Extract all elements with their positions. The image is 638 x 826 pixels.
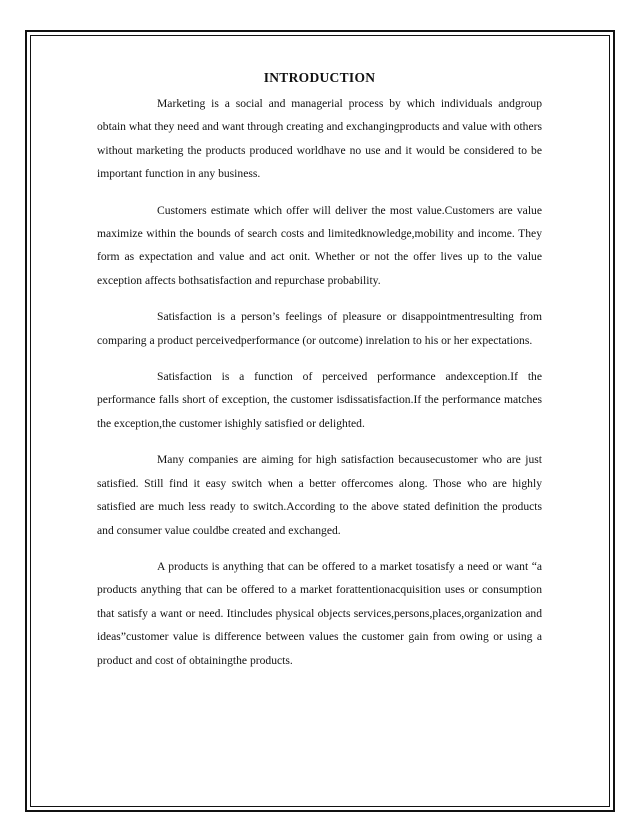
page-title: INTRODUCTION <box>263 70 376 85</box>
paragraph-satisfaction-function: Satisfaction is a function of perceived performance andexception.If the performance falls short of exception, the customer isdissatisfaction.If the performance matches the exception,the customer ishighly satisfied or delighted. <box>97 370 542 430</box>
paragraph-marketing-definition: Marketing is a social and managerial process by which individuals andgroup obtain what they need and want through creating and exchangingproducts and value with others without marketing the products produced worldhave no use and it would be considered to be important function in any business. <box>97 97 542 181</box>
document-body <box>97 68 542 685</box>
paragraph-products-definition: A products is anything that can be offered to a market tosatisfy a need or want “a products anything that can be offered to a market forattentionacquisition uses or consumption that satisfy a want or need. Itincludes physical objects services,persons,places,organization and ideas”customer value is difference between values the customer gain from owing or using a product and cost of obtainingthe products. <box>97 559 542 667</box>
paragraph-customer-value: Customers estimate which offer will deliver the most value.Customers are value maximize within the bounds of search costs and limitedknowledge,mobility and income. They form as expectation and value and act onit. Whether or not the offer lives up to the value exception affects bothsatisfaction and repurchase probability. <box>97 203 542 287</box>
paragraph-companies-satisfaction: Many companies are aiming for high satisfaction becausecustomer who are just satisfied. Still find it easy switch when a better offercomes along. Those who are highly satisfied are much less ready to switch.According to the above stated definition the products and consumer value couldbe created and exchanged. <box>97 453 542 537</box>
paragraph-satisfaction-feelings: Satisfaction is a person’s feelings of pleasure or disappointmentresulting from comparing a product perceivedperformance (or outcome) inrelation to his or her expectations. <box>97 310 542 347</box>
